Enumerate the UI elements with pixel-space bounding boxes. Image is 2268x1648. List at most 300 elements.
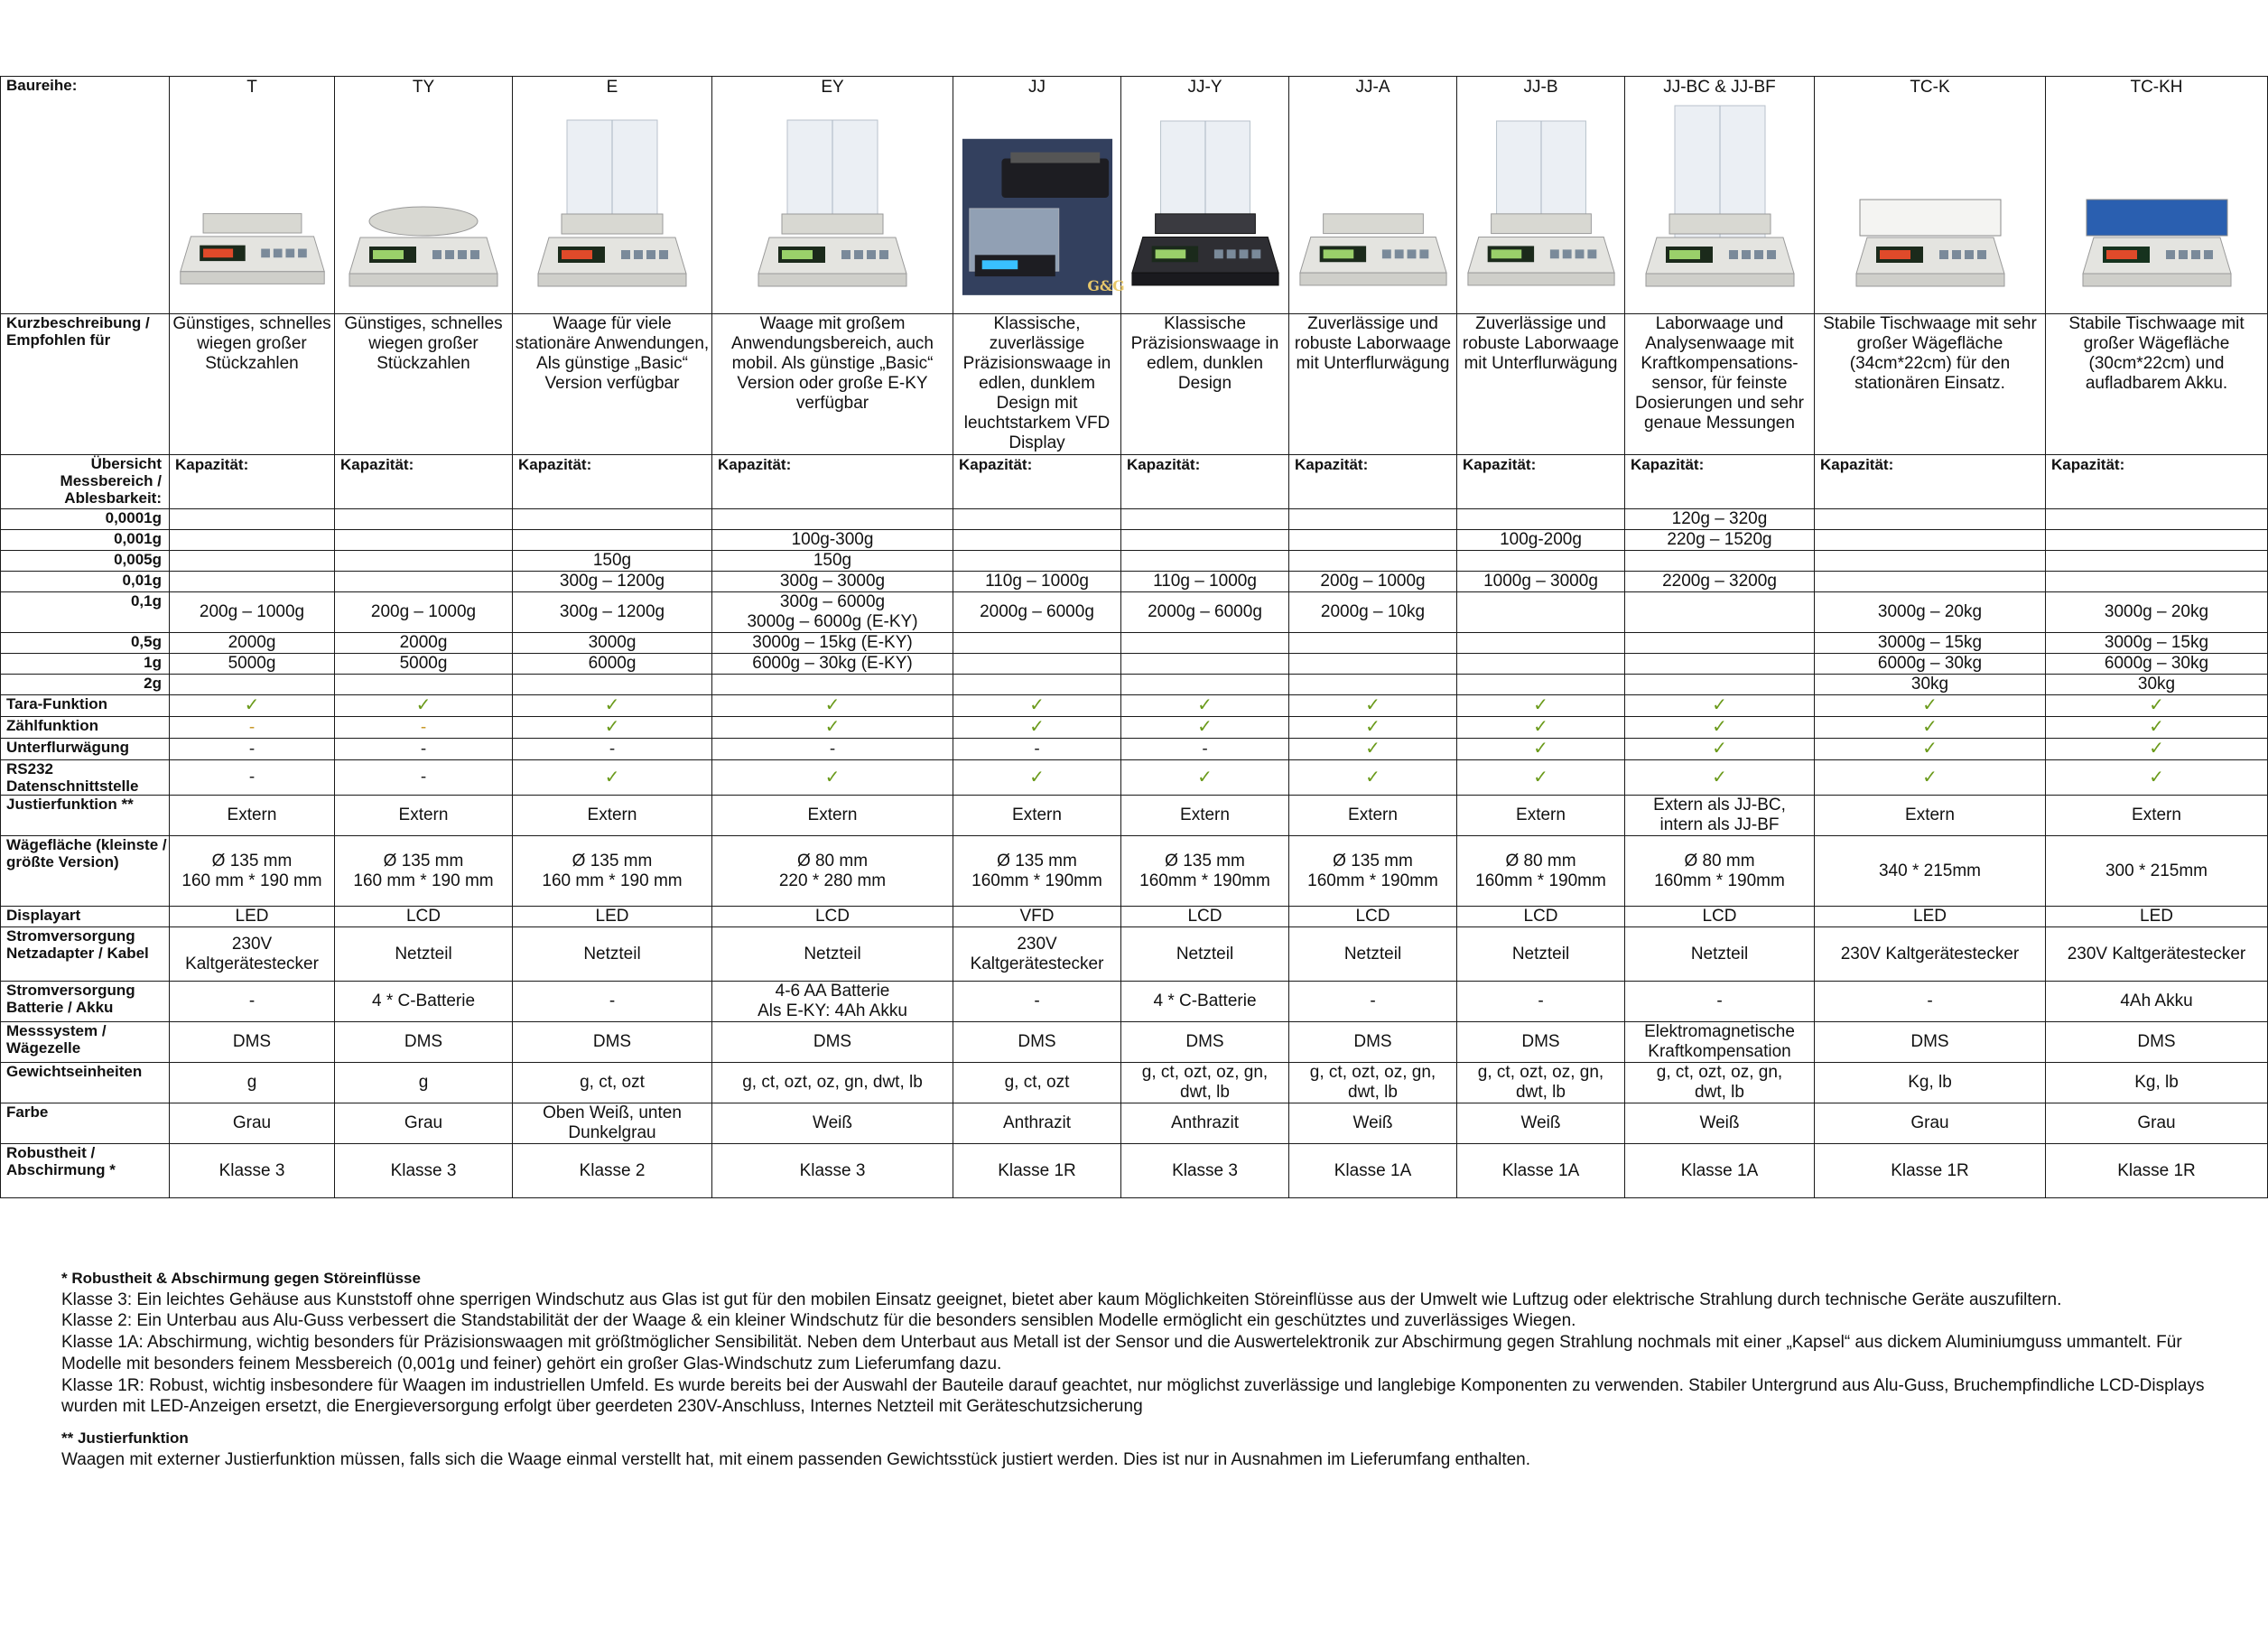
- readability-label: 0,005g: [1, 551, 170, 572]
- spec-cell: Extern: [335, 796, 513, 836]
- spec-cell: LED: [170, 907, 335, 927]
- description-cell: Stabile Tischwaage mit sehr großer Wägefläche (34cm*22cm) für den stationären Einsatz.: [1815, 314, 2046, 455]
- spec-cell: DMS: [2046, 1022, 2268, 1063]
- model-header: [170, 77, 335, 314]
- readability-label: 0,5g: [1, 633, 170, 654]
- capacity-cell: 120g – 320g: [1625, 509, 1815, 530]
- spec-cell: Netzteil: [513, 927, 712, 982]
- feature-cell: [1121, 717, 1289, 739]
- spec-cell: LCD: [1121, 907, 1289, 927]
- description-label: Kurzbeschreibung / Empfohlen für: [1, 314, 170, 455]
- feature-cell: [513, 717, 712, 739]
- description-cell: Zuverlässige und robuste Laborwaage mit Unterflurwägung: [1289, 314, 1457, 455]
- spec-cell: Weiß: [1457, 1103, 1625, 1144]
- capacity-cell: [953, 675, 1121, 695]
- spec-cell: g: [335, 1063, 513, 1103]
- capacity-header-cell: Kapazität:: [1815, 455, 2046, 509]
- spec-cell: Oben Weiß, unten Dunkelgrau: [513, 1103, 712, 1144]
- feature-row-rs232-datenschnittstelle: [1, 760, 2268, 796]
- capacity-cell: [335, 675, 513, 695]
- model-name: EY: [821, 78, 844, 97]
- check-icon: ✓: [604, 767, 620, 787]
- spec-cell: Klasse 2: [513, 1144, 712, 1198]
- scale-image: [1639, 102, 1801, 301]
- feature-label: Tara-Funktion: [1, 695, 170, 717]
- check-icon: ✓: [1922, 695, 1938, 715]
- check-icon: ✓: [1712, 717, 1727, 737]
- model-header: [712, 77, 953, 314]
- spec-cell: Netzteil: [335, 927, 513, 982]
- capacity-cell: 3000g – 20kg: [1815, 592, 2046, 633]
- capacity-cell: [1625, 633, 1815, 654]
- check-icon: ✓: [1533, 767, 1548, 787]
- capacity-cell: [1815, 509, 2046, 530]
- check-icon: ✓: [1197, 767, 1213, 787]
- spec-label: Messsystem / Wägezelle: [1, 1022, 170, 1063]
- spec-cell: Klasse 3: [170, 1144, 335, 1198]
- check-icon: ✓: [2149, 695, 2164, 715]
- spec-cell: DMS: [1457, 1022, 1625, 1063]
- spec-cell: -: [953, 982, 1121, 1022]
- model-header: [1457, 77, 1625, 314]
- capacity-cell: [513, 675, 712, 695]
- feature-cell: [1815, 695, 2046, 717]
- check-icon: ✓: [824, 767, 841, 787]
- capacity-cell: [1289, 509, 1457, 530]
- spec-cell: Kg, lb: [2046, 1063, 2268, 1103]
- capacity-cell: 3000g – 15kg: [1815, 633, 2046, 654]
- capacity-cell: 100g-200g: [1457, 530, 1625, 551]
- feature-row-zählfunktion: [1, 717, 2268, 739]
- readability-label: 0,01g: [1, 572, 170, 592]
- check-icon: ✓: [2149, 739, 2164, 759]
- capacity-cell: [953, 509, 1121, 530]
- dash-mark: -: [420, 717, 427, 737]
- feature-row-tara-funktion: [1, 695, 2268, 717]
- spec-cell: DMS: [1815, 1022, 2046, 1063]
- spec-cell: LCD: [1625, 907, 1815, 927]
- spec-cell: g, ct, ozt, oz, gn, dwt, lb: [1121, 1063, 1289, 1103]
- spec-cell: Netzteil: [1457, 927, 1625, 982]
- feature-label: Unterflurwägung: [1, 739, 170, 760]
- robustness-class-1a: Klasse 1A: Abschirmung, wichtig besonders für Präzisionswaagen mit größtmöglicher Sensibilität. Neben dem Unterbaut aus Metall ist der Sensor und die Auswertelektronik zur Abschirmung gegen Strahlung nochmals mit einer „Kapsel“ aus dickem Aluminiumguss ummantelt. Für Modelle mit besonders feinem Messbereich (0,001g und feiner) gehört ein großer Glas-Windschutz zum Lieferumfang dazu.: [61, 1333, 2182, 1373]
- capacity-cell: [170, 509, 335, 530]
- feature-label: RS232 Datenschnittstelle: [1, 760, 170, 796]
- capacity-cell: 150g: [712, 551, 953, 572]
- spec-cell: Klasse 3: [1121, 1144, 1289, 1198]
- feature-cell: [1625, 760, 1815, 796]
- feature-cell: [1121, 695, 1289, 717]
- capacity-header-cell: Kapazität:: [1625, 455, 1815, 509]
- feature-cell: [2046, 739, 2268, 760]
- spec-cell: Ø 135 mm 160mm * 190mm: [1121, 836, 1289, 907]
- feature-cell: [1625, 695, 1815, 717]
- capacity-cell: 300g – 3000g: [712, 572, 953, 592]
- check-icon: ✓: [1533, 695, 1548, 715]
- capacity-row: [1, 530, 2268, 551]
- spec-cell: Grau: [335, 1103, 513, 1144]
- spec-cell: Ø 135 mm 160mm * 190mm: [953, 836, 1121, 907]
- feature-cell: [953, 717, 1121, 739]
- feature-row-unterflurwägung: [1, 739, 2268, 760]
- spec-cell: Extern: [1815, 796, 2046, 836]
- spec-row-stromversorgung-batterie-akku: [1, 982, 2268, 1022]
- dash-mark: -: [1202, 739, 1208, 759]
- check-icon: ✓: [1922, 717, 1938, 737]
- capacity-cell: [1289, 530, 1457, 551]
- spec-cell: Elektromagnetische Kraftkompensation: [1625, 1022, 1815, 1063]
- capacity-cell: [1121, 530, 1289, 551]
- capacity-cell: [1457, 509, 1625, 530]
- spec-cell: Netzteil: [712, 927, 953, 982]
- model-name: JJ-A: [1355, 78, 1390, 97]
- spec-row-displayart: [1, 907, 2268, 927]
- scale-image: [1293, 102, 1454, 301]
- spec-cell: Netzteil: [1289, 927, 1457, 982]
- model-name: TC-KH: [2130, 78, 2183, 97]
- capacity-cell: [953, 633, 1121, 654]
- feature-cell: [170, 695, 335, 717]
- capacity-cell: 100g-300g: [712, 530, 953, 551]
- description-cell: Klassische Präzisionswaage in edlem, dunklen Design: [1121, 314, 1289, 455]
- capacity-cell: [2046, 509, 2268, 530]
- capacity-row: [1, 633, 2268, 654]
- model-name: JJ-BC & JJ-BF: [1663, 78, 1776, 97]
- readability-label: 0,001g: [1, 530, 170, 551]
- capacity-cell: [1815, 572, 2046, 592]
- capacity-cell: 2000g – 6000g: [953, 592, 1121, 633]
- capacity-cell: [1457, 592, 1625, 633]
- spec-row-messsystem-wägezelle: [1, 1022, 2268, 1063]
- feature-cell: [1457, 717, 1625, 739]
- capacity-cell: 6000g – 30kg: [2046, 654, 2268, 675]
- spec-cell: Anthrazit: [953, 1103, 1121, 1144]
- capacity-cell: 6000g: [513, 654, 712, 675]
- spec-cell: Klasse 1A: [1289, 1144, 1457, 1198]
- description-cell: Günstiges, schnelles wiegen großer Stückzahlen: [335, 314, 513, 455]
- feature-cell: [1457, 760, 1625, 796]
- feature-cell: [1815, 760, 2046, 796]
- capacity-cell: [1625, 675, 1815, 695]
- feature-cell: [953, 695, 1121, 717]
- spec-cell: Netzteil: [1121, 927, 1289, 982]
- spec-cell: VFD: [953, 907, 1121, 927]
- check-icon: ✓: [1922, 767, 1938, 787]
- check-icon: ✓: [604, 695, 620, 715]
- feature-cell: [335, 717, 513, 739]
- spec-label: Displayart: [1, 907, 170, 927]
- model-name: E: [606, 78, 618, 97]
- capacity-cell: 300g – 6000g 3000g – 6000g (E-KY): [712, 592, 953, 633]
- spec-row-robustheit-abschirmung: [1, 1144, 2268, 1198]
- capacity-cell: [1625, 654, 1815, 675]
- capacity-cell: [1815, 530, 2046, 551]
- check-icon: ✓: [1029, 695, 1045, 715]
- spec-cell: g, ct, ozt, oz, gn, dwt, lb: [1289, 1063, 1457, 1103]
- capacity-cell: 30kg: [1815, 675, 2046, 695]
- spec-cell: LCD: [1289, 907, 1457, 927]
- spec-cell: DMS: [1289, 1022, 1457, 1063]
- check-icon: ✓: [1533, 739, 1548, 759]
- feature-cell: [2046, 717, 2268, 739]
- description-cell: Klassische, zuverlässige Präzisionswaage in edlen, dunklem Design mit leuchtstarkem VFD Display: [953, 314, 1121, 455]
- scale-image: [751, 102, 914, 301]
- capacity-row: [1, 509, 2268, 530]
- spec-cell: DMS: [170, 1022, 335, 1063]
- spec-cell: Weiß: [1625, 1103, 1815, 1144]
- spec-cell: Klasse 1R: [1815, 1144, 2046, 1198]
- capacity-row: [1, 592, 2268, 633]
- capacity-label: Übersicht Messbereich / Ablesbarkeit:: [1, 455, 170, 509]
- check-icon: ✓: [1365, 739, 1380, 759]
- capacity-cell: [1121, 675, 1289, 695]
- capacity-cell: [1289, 675, 1457, 695]
- model-header: [1815, 77, 2046, 314]
- capacity-cell: [953, 530, 1121, 551]
- capacity-cell: [1121, 551, 1289, 572]
- capacity-cell: [513, 509, 712, 530]
- spec-cell: Extern: [513, 796, 712, 836]
- description-cell: Zuverlässige und robuste Laborwaage mit Unterflurwägung: [1457, 314, 1625, 455]
- spec-cell: -: [513, 982, 712, 1022]
- scale-image: [1849, 102, 2012, 301]
- spec-cell: 230V Kaltgerätestecker: [170, 927, 335, 982]
- feature-cell: [1289, 739, 1457, 760]
- spec-cell: Kg, lb: [1815, 1063, 2046, 1103]
- spec-cell: g, ct, ozt: [513, 1063, 712, 1103]
- capacity-cell: [513, 530, 712, 551]
- feature-cell: [335, 695, 513, 717]
- calibration-footnote-text: Waagen mit externer Justierfunktion müssen, falls sich die Waage einmal verstellt hat, mit einem passenden Gewichtsstück justiert werden. Dies ist nur in Ausnahmen im Lieferumfang enthalten.: [61, 1449, 1531, 1469]
- feature-cell: [1815, 739, 2046, 760]
- dash-mark: -: [1034, 739, 1040, 759]
- spec-cell: Grau: [1815, 1103, 2046, 1144]
- capacity-cell: [953, 654, 1121, 675]
- spec-row-justierfunktion: [1, 796, 2268, 836]
- capacity-header-cell: Kapazität:: [953, 455, 1121, 509]
- capacity-cell: 110g – 1000g: [1121, 572, 1289, 592]
- check-icon: ✓: [2149, 717, 2164, 737]
- feature-cell: [335, 739, 513, 760]
- spec-cell: Extern: [712, 796, 953, 836]
- scale-image: [2076, 102, 2238, 301]
- spec-cell: -: [1457, 982, 1625, 1022]
- spec-cell: DMS: [335, 1022, 513, 1063]
- spec-label: Robustheit / Abschirmung *: [1, 1144, 170, 1198]
- spec-cell: Netzteil: [1625, 927, 1815, 982]
- spec-cell: Weiß: [1289, 1103, 1457, 1144]
- spec-cell: Extern: [2046, 796, 2268, 836]
- spec-cell: Grau: [170, 1103, 335, 1144]
- capacity-cell: [2046, 551, 2268, 572]
- capacity-cell: [1457, 654, 1625, 675]
- scale-image: [342, 102, 505, 301]
- capacity-header-cell: Kapazität:: [1121, 455, 1289, 509]
- spec-label: Gewichtseinheiten: [1, 1063, 170, 1103]
- description-cell: Waage für viele stationäre Anwendungen, Als günstige „Basic“ Version verfügbar: [513, 314, 712, 455]
- brand-badge: G&G: [1086, 276, 1125, 294]
- calibration-footnote-title: ** Justierfunktion: [61, 1429, 189, 1447]
- capacity-cell: [2046, 530, 2268, 551]
- comparison-table: [0, 76, 2268, 1198]
- feature-cell: [1289, 695, 1457, 717]
- dash-mark: -: [248, 739, 256, 759]
- model-header: [953, 77, 1125, 314]
- spec-cell: Ø 80 mm 160mm * 190mm: [1457, 836, 1625, 907]
- dash-mark: -: [420, 768, 427, 787]
- spec-cell: Grau: [2046, 1103, 2268, 1144]
- spec-cell: LED: [2046, 907, 2268, 927]
- model-header: [513, 77, 712, 314]
- feature-cell: [1289, 717, 1457, 739]
- description-row: [1, 314, 2268, 455]
- feature-cell: [1457, 739, 1625, 760]
- capacity-cell: [1289, 633, 1457, 654]
- capacity-cell: 2000g: [170, 633, 335, 654]
- scale-image: [957, 102, 1125, 301]
- capacity-header-cell: Kapazität:: [335, 455, 513, 509]
- feature-cell: [513, 739, 712, 760]
- spec-label: Justierfunktion **: [1, 796, 170, 836]
- spec-cell: -: [1815, 982, 2046, 1022]
- model-name: JJ: [1028, 78, 1046, 97]
- scale-image: [1461, 102, 1622, 301]
- model-header: [1289, 77, 1457, 314]
- spec-label: Stromversorgung Batterie / Akku: [1, 982, 170, 1022]
- spec-cell: Extern: [170, 796, 335, 836]
- capacity-cell: [1289, 551, 1457, 572]
- feature-cell: [1457, 695, 1625, 717]
- spec-cell: Klasse 1R: [2046, 1144, 2268, 1198]
- feature-cell: [1625, 739, 1815, 760]
- check-icon: ✓: [1712, 695, 1727, 715]
- capacity-cell: [335, 572, 513, 592]
- description-cell: Waage mit großem Anwendungsbereich, auch mobil. Als günstige „Basic“ Version oder große E-KY verfügbar: [712, 314, 953, 455]
- capacity-cell: 3000g – 15kg: [2046, 633, 2268, 654]
- capacity-cell: 220g – 1520g: [1625, 530, 1815, 551]
- capacity-cell: [953, 551, 1121, 572]
- spec-row-gewichtseinheiten: [1, 1063, 2268, 1103]
- spec-cell: DMS: [712, 1022, 953, 1063]
- dash-mark: -: [829, 739, 836, 759]
- capacity-cell: 6000g – 30kg: [1815, 654, 2046, 675]
- check-icon: ✓: [1712, 767, 1727, 787]
- feature-cell: [335, 760, 513, 796]
- capacity-cell: [1625, 592, 1815, 633]
- spec-row-wägefläche-kleinste-größte-version: [1, 836, 2268, 907]
- capacity-cell: [170, 530, 335, 551]
- check-icon: ✓: [1365, 717, 1380, 737]
- capacity-cell: [1625, 551, 1815, 572]
- model-header: [1121, 77, 1289, 314]
- capacity-cell: [170, 675, 335, 695]
- capacity-header-cell: Kapazität:: [170, 455, 335, 509]
- spec-cell: 4 * C-Batterie: [1121, 982, 1289, 1022]
- spec-cell: 4Ah Akku: [2046, 982, 2268, 1022]
- spec-cell: -: [1625, 982, 1815, 1022]
- spec-cell: 4 * C-Batterie: [335, 982, 513, 1022]
- feature-cell: [170, 717, 335, 739]
- check-icon: ✓: [1922, 739, 1938, 759]
- series-label: Baureihe:: [1, 77, 170, 314]
- spec-cell: Klasse 3: [712, 1144, 953, 1198]
- readability-label: 0,0001g: [1, 509, 170, 530]
- capacity-cell: [1457, 633, 1625, 654]
- check-icon: ✓: [1029, 767, 1045, 787]
- capacity-cell: 2000g – 10kg: [1289, 592, 1457, 633]
- capacity-cell: [335, 509, 513, 530]
- model-name: TY: [412, 78, 435, 97]
- spec-cell: LED: [513, 907, 712, 927]
- check-icon: ✓: [824, 717, 841, 737]
- capacity-cell: 2000g: [335, 633, 513, 654]
- scale-image: [1125, 102, 1286, 301]
- model-name: JJ-Y: [1187, 78, 1222, 97]
- spec-cell: Ø 135 mm 160 mm * 190 mm: [170, 836, 335, 907]
- capacity-cell: 2000g – 6000g: [1121, 592, 1289, 633]
- check-icon: ✓: [1029, 717, 1045, 737]
- capacity-cell: [335, 551, 513, 572]
- capacity-row: [1, 654, 2268, 675]
- robustness-class-1r: Klasse 1R: Robust, wichtig insbesondere für Waagen im industriellen Umfeld. Es wurde bereits bei der Auswahl der Bauteile darauf geachtet, nur möglichst zuverlässige und langlebige Komponenten zu verwenden. Stabiler Untergrund aus Alu-Guss, Bruchempfindliche LCD-Displays wurden mit LED-Anzeigen ersetzt, die Energieversorgung erfolgt über geerdeten 230V-Anschluss, Internes Netzteil mit Geräteschutzsicherung: [61, 1375, 2205, 1417]
- check-icon: ✓: [1365, 695, 1380, 715]
- model-header: [335, 77, 513, 314]
- spec-cell: Extern: [1121, 796, 1289, 836]
- feature-cell: [2046, 695, 2268, 717]
- check-icon: ✓: [604, 717, 620, 737]
- feature-cell: [1625, 717, 1815, 739]
- spec-cell: Klasse 1A: [1625, 1144, 1815, 1198]
- capacity-cell: [170, 572, 335, 592]
- spec-cell: LCD: [335, 907, 513, 927]
- capacity-cell: 110g – 1000g: [953, 572, 1121, 592]
- capacity-cell: 30kg: [2046, 675, 2268, 695]
- spec-cell: g, ct, ozt, oz, gn, dwt, lb: [712, 1063, 953, 1103]
- spec-cell: DMS: [1121, 1022, 1289, 1063]
- spec-cell: 230V Kaltgerätestecker: [2046, 927, 2268, 982]
- check-icon: ✓: [2149, 767, 2164, 787]
- model-name: T: [246, 78, 257, 97]
- feature-cell: [513, 760, 712, 796]
- capacity-cell: 300g – 1200g: [513, 592, 712, 633]
- capacity-cell: [712, 509, 953, 530]
- spec-cell: Ø 80 mm 220 * 280 mm: [712, 836, 953, 907]
- spec-label: Wägefläche (kleinste / größte Version): [1, 836, 170, 907]
- feature-cell: [712, 739, 953, 760]
- spec-cell: DMS: [513, 1022, 712, 1063]
- spec-cell: Weiß: [712, 1103, 953, 1144]
- capacity-cell: [335, 530, 513, 551]
- feature-cell: [513, 695, 712, 717]
- spec-cell: Anthrazit: [1121, 1103, 1289, 1144]
- capacity-cell: 200g – 1000g: [335, 592, 513, 633]
- capacity-cell: 3000g – 20kg: [2046, 592, 2268, 633]
- spec-cell: Extern: [1289, 796, 1457, 836]
- description-cell: Günstiges, schnelles wiegen großer Stückzahlen: [170, 314, 335, 455]
- spec-cell: Ø 135 mm 160 mm * 190 mm: [335, 836, 513, 907]
- spec-cell: Ø 135 mm 160 mm * 190 mm: [513, 836, 712, 907]
- robustness-footnote-title: * Robustheit & Abschirmung gegen Störeinflüsse: [61, 1270, 421, 1287]
- dash-mark: -: [609, 739, 616, 759]
- readability-label: 1g: [1, 654, 170, 675]
- capacity-row: [1, 551, 2268, 572]
- capacity-header-cell: Kapazität:: [513, 455, 712, 509]
- model-name: TC-K: [1910, 78, 1950, 97]
- capacity-header-cell: Kapazität:: [1289, 455, 1457, 509]
- capacity-cell: 5000g: [170, 654, 335, 675]
- capacity-header-cell: Kapazität:: [712, 455, 953, 509]
- check-icon: ✓: [1197, 717, 1213, 737]
